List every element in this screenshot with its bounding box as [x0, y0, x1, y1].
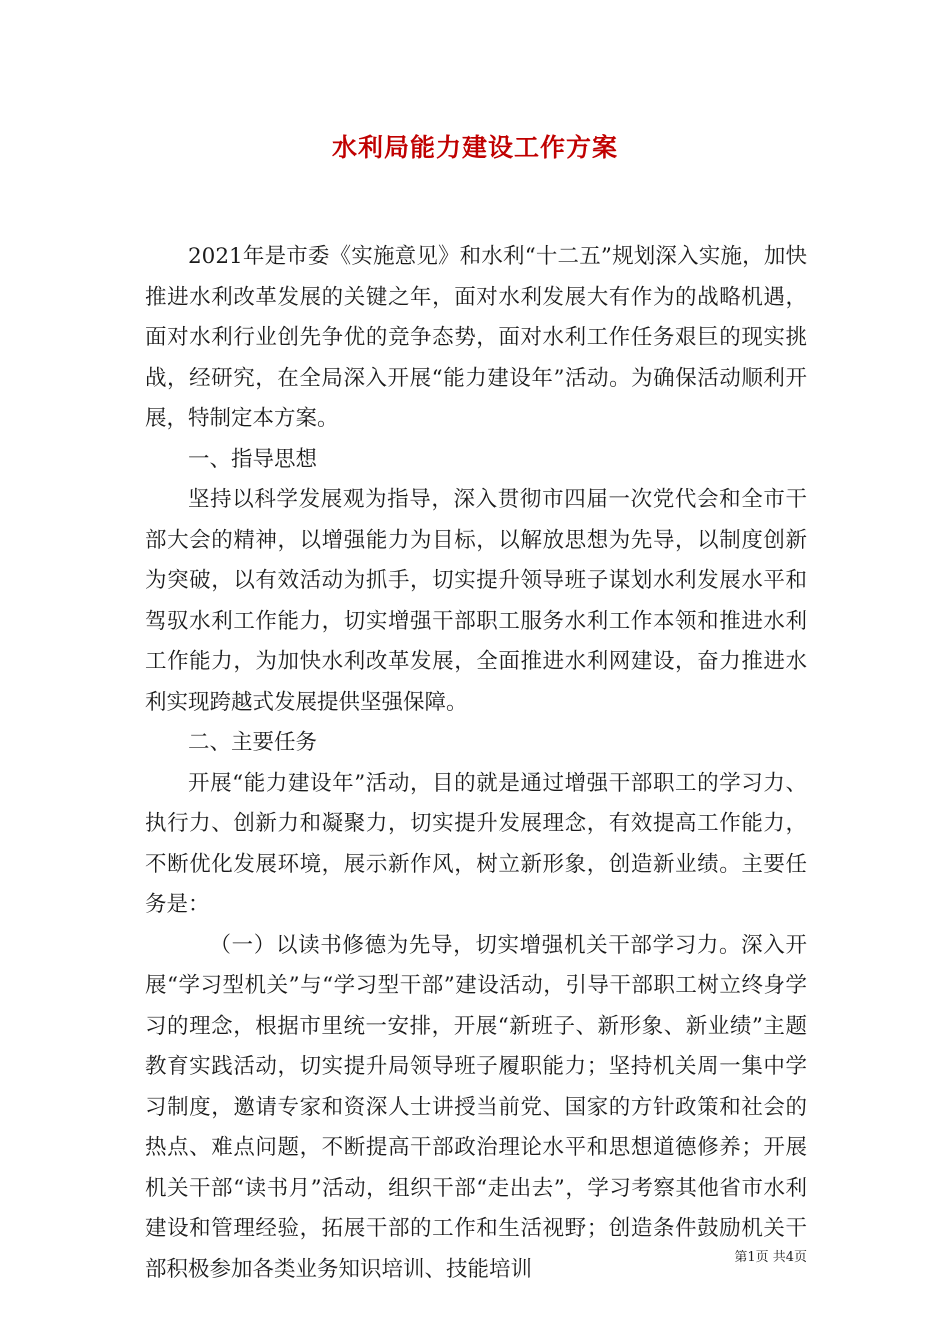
intro-paragraph: 2021年是市委《实施意见》和水利“十二五”规划深入实施，加快推进水利改革发展的关键之年，面对水利发展大有作为的战略机遇，面对水利行业创先争优的竞争态势，面对水利工作任务艰巨的现实挑战，经研究，在全局深入开展“能力建设年”活动。为确保活动顺利开展，特制定本方案。: [145, 244, 807, 431]
task-one-paragraph: （一）以读书修德为先导，切实增强机关干部学习力。深入开展“学习型机关”与“学习型干部”建设活动，引导干部职工树立终身学习的理念，根据市里统一安排，开展“新班子、新形象、新业绩”主题教育实践活动，切实提升局领导班子履职能力；坚持机关周一集中学习制度，邀请专家和资深人士讲授当前党、国家的方针政策和社会的热点、难点问题，不断提高干部政治理论水平和思想道德修养；开展机关干部“读书月”活动，组织干部“走出去”，学习考察其他省市水利建设和管理经验，拓展干部的工作和生活视野；创造条件鼓励机关干部积极参加各类业务知识培训、技能培训: [145, 932, 807, 1282]
section-heading-guiding-ideology: 一、指导思想: [188, 446, 318, 472]
section-heading-main-tasks: 二、主要任务: [188, 730, 318, 755]
main-tasks-paragraph: 开展“能力建设年”活动，目的就是通过增强干部职工的学习力、执行力、创新力和凝聚力，切实提升发展理念，有效提高工作能力，不断优化发展环境，展示新作风，树立新形象，创造新业绩。主要任务是：: [145, 770, 807, 917]
guiding-ideology-paragraph: 坚持以科学发展观为指导，深入贯彻市四届一次党代会和全市干部大会的精神，以增强能力为目标，以解放思想为先导，以制度创新为突破，以有效活动为抓手，切实提升领导班子谋划水利发展水平和驾驭水利工作能力，切实增强干部职工服务水利工作本领和推进水利工作能力，为加快水利改革发展，全面推进水利网建设，奋力推进水利实现跨越式发展提供坚强保障。: [145, 487, 807, 715]
document-body: [145, 237, 807, 1290]
page-number: 第1页 共4页: [734, 1250, 807, 1265]
document-title: 水利局能力建设工作方案: [331, 133, 618, 162]
